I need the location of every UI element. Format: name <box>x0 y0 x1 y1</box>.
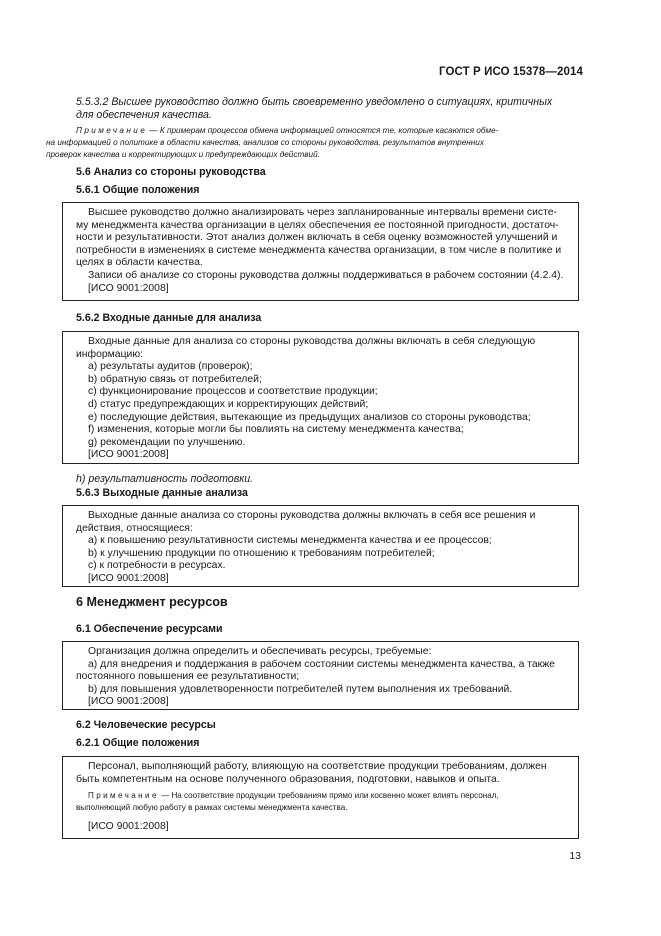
section-5-6-2-heading: 5.6.2 Входные данные для анализа <box>76 312 262 324</box>
iso-reference: [ИСО 9001:2008] <box>88 282 169 294</box>
box-text: Высшее руководство должно анализировать через запланированные интервалы времени систе- <box>88 207 557 218</box>
list-item: g) рекомендации по улучшению. <box>88 436 246 448</box>
section-5-6-1-heading: 5.6.1 Общие положения <box>76 184 200 196</box>
list-item: c) функционирование процессов и соответствие продукции; <box>88 386 378 398</box>
box-text: му менеджмента качества организации в целях обеспечения ее постоянной пригодности, достаточ- <box>76 219 559 231</box>
clause-5-5-3-2 <box>76 96 582 122</box>
section-6-1-heading: 6.1 Обеспечение ресурсами <box>76 623 223 635</box>
section-5-6-3-heading: 5.6.3 Выходные данные анализа <box>76 487 248 499</box>
box-text: ности и результативности. Этот анализ должен включать в себя оценку возможностей улучшений и <box>76 232 558 244</box>
box-text: Выходные данные анализа со стороны руководства должны включать в себя все решения и <box>88 510 536 521</box>
page-number: 13 <box>569 850 581 862</box>
quote-box-5-6-2 <box>62 331 579 464</box>
section-6-2-1-heading: 6.2.1 Общие положения <box>76 737 200 749</box>
list-item: e) последующие действия, вытекающие из предыдущих анализов со стороны руководства; <box>88 411 531 423</box>
note-label: Примечание <box>88 791 159 801</box>
clause-text-line: для обеспечения качества. <box>76 109 212 121</box>
list-item: постоянного повышения ее результативности; <box>76 671 300 683</box>
box-text: целях в области качества. <box>76 257 203 269</box>
list-item: f) изменения, которые могли бы повлиять на систему менеджмента качества; <box>88 424 464 436</box>
list-item: b) для повышения удовлетворенности потребителей путем выполнения их требований. <box>88 683 513 695</box>
box-text: действия, относящиеся: <box>76 522 193 534</box>
box-text: Организация должна определить и обеспечивать ресурсы, требуемые: <box>88 646 432 657</box>
list-item: d) статус предупреждающих и корректирующих действий; <box>88 398 369 410</box>
iso-reference: [ИСО 9001:2008] <box>88 696 169 708</box>
quote-box-6-2-1 <box>62 756 579 839</box>
document-header: ГОСТ Р ИСО 15378—2014 <box>438 66 583 78</box>
iso-reference: [ИСО 9001:2008] <box>88 449 169 461</box>
box-text: Входные данные для анализа со стороны руководства должны включать в себя следующую <box>88 336 536 347</box>
iso-reference: [ИСО 9001:2008] <box>88 572 169 584</box>
list-item: a) для внедрения и поддержания в рабочем состоянии системы менеджмента качества, а также <box>88 658 555 670</box>
note-text: — К примерам процессов обмена информацией относятся те, которые касаются обме- <box>147 126 499 135</box>
note-text: выполняющий любую работу в рамках системы менеджмента качества. <box>76 802 348 812</box>
section-5-6-heading: 5.6 Анализ со стороны руководства <box>76 166 266 178</box>
quote-box-6-1 <box>62 641 579 710</box>
list-item: a) результаты аудитов (проверок); <box>88 361 253 373</box>
list-item: c) к потребности в ресурсах. <box>88 560 226 572</box>
box-note <box>76 790 572 813</box>
list-item: a) к повышению результативности системы менеджмента качества и ее процессов; <box>88 535 492 547</box>
quote-box-5-6-3 <box>62 505 579 587</box>
section-6-heading: 6 Менеджмент ресурсов <box>76 595 228 609</box>
note-text: на информацией о политике в области качества, анализов со стороны руководства, результатов внутренних <box>46 138 484 147</box>
note-text: — На соответствие продукции требованиям прямо или косвенно может влиять персонал, <box>158 791 499 801</box>
box-text: потребности в изменениях в системе менеджмента качества организации, в том числе в политике и <box>76 244 562 256</box>
list-item-h: h) результативность подготовки. <box>76 473 254 485</box>
iso-reference: [ИСО 9001:2008] <box>88 821 169 833</box>
quote-box-5-6-1 <box>62 202 579 301</box>
list-item: b) к улучшению продукции по отношению к требованиям потребителей; <box>88 547 435 559</box>
box-text: Записи об анализе со стороны руководства должны поддерживаться в рабочем состоянии (4.2.4). <box>88 269 564 281</box>
box-text: информацию: <box>76 348 144 360</box>
note-1 <box>46 125 583 161</box>
box-text: быть компетентным на основе полученного образования, подготовки, навыков и опыта. <box>76 773 500 785</box>
box-text: Персонал, выполняющий работу, влияющую на соответствие продукции требованиям, должен <box>88 761 547 772</box>
clause-text-line: 5.5.3.2 Высшее руководство должно быть своевременно уведомлено о ситуациях, критичных <box>76 96 553 108</box>
list-item: b) обратную связь от потребителей; <box>88 373 262 385</box>
note-text: проверок качества и корректирующих и предупреждающих действий. <box>46 150 320 159</box>
note-label: Примечание <box>76 126 148 135</box>
section-6-2-heading: 6.2 Человеческие ресурсы <box>76 719 216 731</box>
